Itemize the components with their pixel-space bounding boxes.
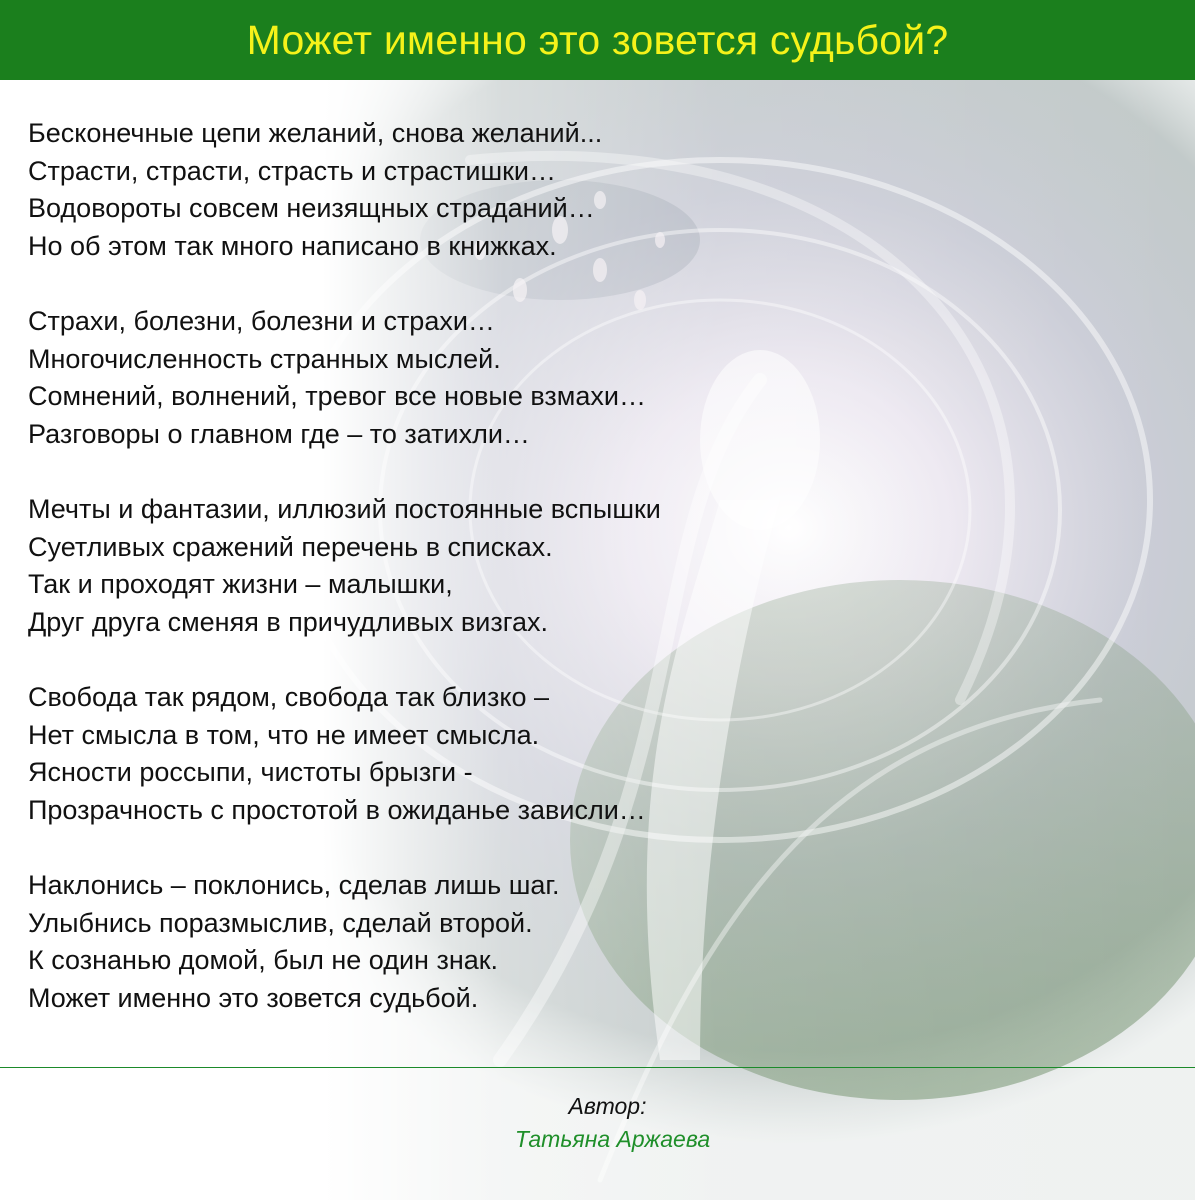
poem-line: Разговоры о главном где – то затихли…	[28, 418, 530, 449]
stanza	[28, 867, 661, 1017]
poem-line: Друг друга сменяя в причудливых визгах.	[28, 606, 548, 637]
poem-line: Сомнений, волнений, тревог все новые взмахи…	[28, 381, 646, 411]
poem-line: Но об этом так много написано в книжках.	[28, 230, 557, 261]
poem-line: Бесконечные цепи желаний, снова желаний...	[28, 118, 603, 148]
poem-line: Так и проходят жизни – малышки,	[28, 569, 453, 599]
poem-body	[28, 115, 661, 1055]
poem-line: Ясности россыпи, чистоты брызги -	[28, 757, 473, 787]
poem-line: Прозрачность с простотой в ожиданье зависли…	[28, 794, 646, 825]
poem-line: Улыбнись поразмыслив, сделай второй.	[28, 907, 533, 938]
poem-line: Страсти, страсти, страсть и страстишки…	[28, 155, 557, 186]
stanza	[28, 115, 661, 265]
poem-line: Наклонись – поклонись, сделав лишь шаг.	[28, 870, 560, 900]
stanza	[28, 303, 661, 453]
poem-line: Суетливых сражений перечень в списках.	[28, 531, 553, 562]
stanza	[28, 491, 661, 641]
page-title: Может именно это зовется судьбой?	[246, 16, 949, 63]
poem-line: Может именно это зовется судьбой.	[28, 982, 479, 1013]
poem-line: Мечты и фантазии, иллюзий постоянные вспышки	[28, 494, 661, 524]
poem-line: Страхи, болезни, болезни и страхи…	[28, 306, 495, 336]
author-label: Автор:	[568, 1093, 647, 1119]
poem-line: К сознанью домой, был не один знак.	[28, 945, 499, 975]
footer-divider	[0, 1067, 1195, 1068]
title-banner	[0, 0, 1195, 80]
poem-line: Водовороты совсем неизящных страданий…	[28, 193, 595, 223]
author-name: Татьяна Аржаева	[514, 1126, 711, 1152]
poem-line: Многочисленность странных мыслей.	[28, 343, 501, 374]
poem-line: Нет смысла в том, что не имеет смысла.	[28, 719, 540, 750]
poem-line: Свобода так рядом, свобода так близко –	[28, 682, 550, 712]
stanza	[28, 679, 661, 829]
